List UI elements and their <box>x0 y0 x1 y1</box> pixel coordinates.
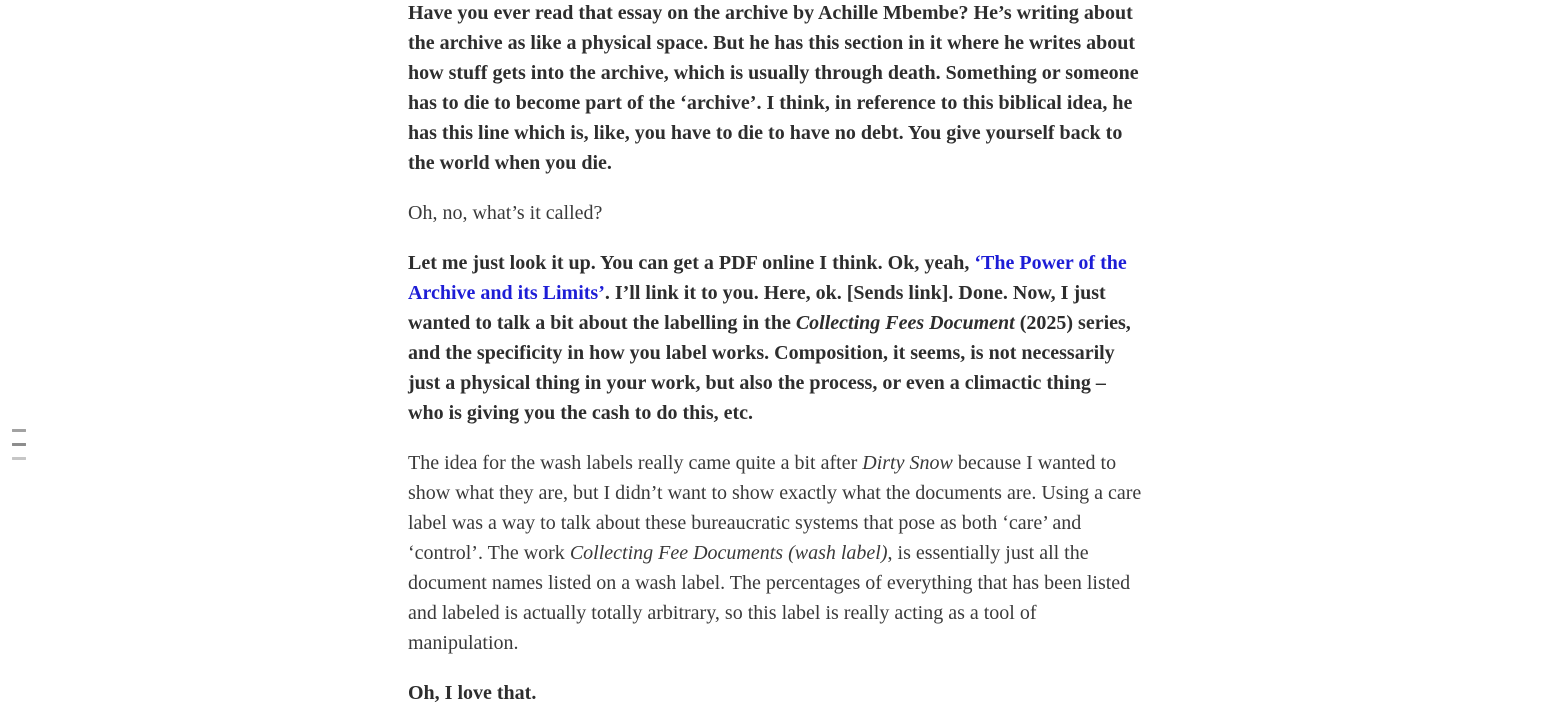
paragraph <box>408 198 1142 228</box>
text-segment: (2025) series, and the specificity in how you label works. Composition, it seems, is not necessarily just a physical thing in your work, but also the process, or even a climactic thing – who is giving you the cash to do this, etc. <box>408 312 1131 424</box>
paragraph <box>408 448 1142 658</box>
text-segment: because I wanted to show what they are, but I didn’t want to show exactly what the documents are. Using a care label was a way to talk about these bureaucratic systems that pose as both ‘care’ and ‘control’. The work <box>408 452 1142 564</box>
text-segment: Oh, no, what’s it called? <box>408 202 603 224</box>
menu-bar <box>12 457 26 460</box>
text-segment: Oh, I love that. <box>408 682 537 704</box>
work-title-italic: Dirty Snow <box>862 452 953 474</box>
paragraph <box>408 0 1142 178</box>
text-segment: . I’ll link it to you. Here, ok. [Sends link]. Done. Now, I just wanted to talk a bit about the labelling in the <box>408 282 1106 334</box>
article-body <box>408 0 1142 728</box>
text-segment: Have you ever read that essay on the archive by Achille Mbembe? He’s writing about the archive as like a physical space. But he has this section in it where he writes about how stuff gets into the archive, which is usually through death. Something or someone has to die to become part of the ‘archive’. I think, in reference to this biblical idea, he has this line which is, like, you have to die to have no debt. You give yourself back to the world when you die. <box>408 2 1139 174</box>
work-title-italic: Collecting Fees Document <box>795 312 1015 334</box>
text-segment: The idea for the wash labels really came quite a bit after <box>408 452 863 474</box>
paragraph <box>408 248 1142 428</box>
menu-bar <box>12 443 26 446</box>
text-segment: , is essentially just all the document names listed on a wash label. The percentages of everything that has been listed and labeled is actually totally arbitrary, so this label is really acting as a tool of manipulation. <box>408 542 1131 654</box>
menu-bar <box>12 429 26 432</box>
work-title-italic: Collecting Fee Documents (wash label) <box>569 542 888 564</box>
hamburger-menu-icon[interactable] <box>12 429 26 471</box>
essay-link[interactable]: ‘The Power of the Archive and its Limits’ <box>408 252 1127 304</box>
paragraph <box>408 678 1142 708</box>
text-segment: Let me just look it up. You can get a PDF online I think. Ok, yeah, <box>408 252 975 274</box>
